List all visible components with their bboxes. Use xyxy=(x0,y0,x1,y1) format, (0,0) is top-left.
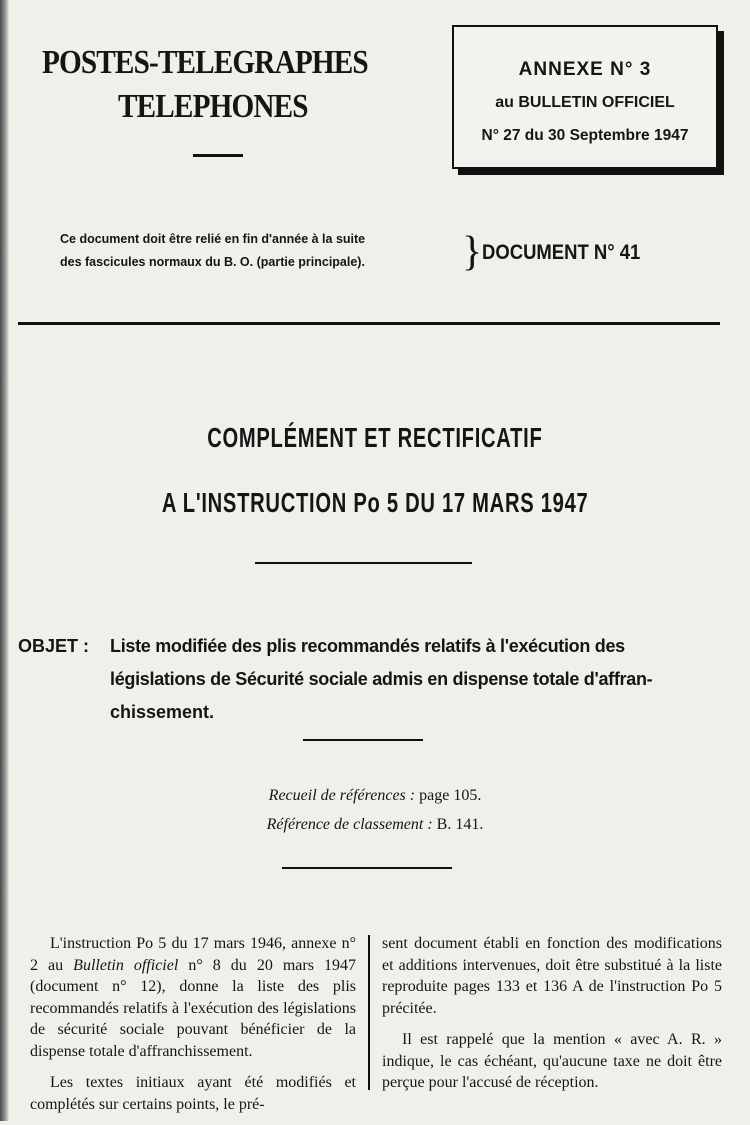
annex-number: ANNEXE N° 3 xyxy=(518,59,652,80)
objet-rule xyxy=(303,739,423,741)
objet-line3: chissement. xyxy=(110,702,215,722)
masthead-divider xyxy=(193,154,243,157)
left-paragraph-1 xyxy=(30,933,356,1062)
objet-label: OBJET : xyxy=(18,636,90,656)
brace: } xyxy=(462,229,483,275)
main-title-line1 xyxy=(0,422,750,454)
references-rule xyxy=(282,867,452,869)
right-paragraph-1: sent document établi en fonction des modifications et additions intervenues, doit être substitué à la liste reproduite pages 133 et 136 A de l'instruction Po 5 précitée. xyxy=(382,935,722,1017)
classement-value: B. 141. xyxy=(436,816,484,833)
document-number: DOCUMENT N° 41 xyxy=(482,241,641,264)
main-title-line2 xyxy=(0,487,750,519)
main-title-line1-text: COMPLÉMENT ET RECTIFICATIF xyxy=(207,422,543,453)
binding-note-line2: des fascicules normaux du B. O. (partie principale). xyxy=(60,255,365,269)
annex-box xyxy=(452,25,718,169)
left-p1-a: L'instruction Po 5 du 17 mars 1946, annexe n° 2 au xyxy=(30,935,356,974)
recueil-label: Recueil de références : xyxy=(268,787,416,804)
left-p1-italic: Bulletin officiel xyxy=(73,956,179,974)
classement-reference xyxy=(0,816,750,834)
left-p1-b: n° 8 du 20 mars 1947 (document n° 12), donne la liste des plis recommandés relatifs à l'exécution des législations de sécurité sociale pouvant bénéficier de la dispense totale d'affranchissement. xyxy=(30,956,356,1060)
masthead-title-line1: POSTES-TELEGRAPHES xyxy=(42,44,368,81)
classement-label: Référence de classement : xyxy=(266,816,433,833)
masthead-title-line2: TELEPHONES xyxy=(118,88,308,125)
recueil-reference xyxy=(0,787,750,805)
annex-bulletin: au BULLETIN OFFICIEL xyxy=(495,94,675,111)
column-divider xyxy=(368,935,370,1090)
binding-note-line1: Ce document doit être relié en fin d'année à la suite xyxy=(60,232,366,246)
header-rule xyxy=(18,322,720,325)
main-title-line2-text: A L'INSTRUCTION Po 5 DU 17 MARS 1947 xyxy=(161,487,589,518)
body-left-column xyxy=(30,933,356,1125)
right-paragraph-2: Il est rappelé que la mention « avec A. R. » indique, le cas échéant, qu'aucune taxe ne doit être perçue pour l'accusé de réception. xyxy=(382,1031,722,1091)
left-paragraph-2: Les textes initiaux ayant été modifiés et complétés sur certains points, le pré- xyxy=(30,1074,356,1113)
objet-line1: Liste modifiée des plis recommandés relatifs à l'exécution des xyxy=(110,636,625,656)
title-rule xyxy=(255,562,472,564)
scan-edge xyxy=(0,0,9,1121)
body-right-column xyxy=(382,933,722,1104)
recueil-value: page 105. xyxy=(419,787,482,804)
objet-line2: législations de Sécurité sociale admis en dispense totale d'affran- xyxy=(110,669,653,689)
annex-issue: N° 27 du 30 Septembre 1947 xyxy=(481,127,689,144)
